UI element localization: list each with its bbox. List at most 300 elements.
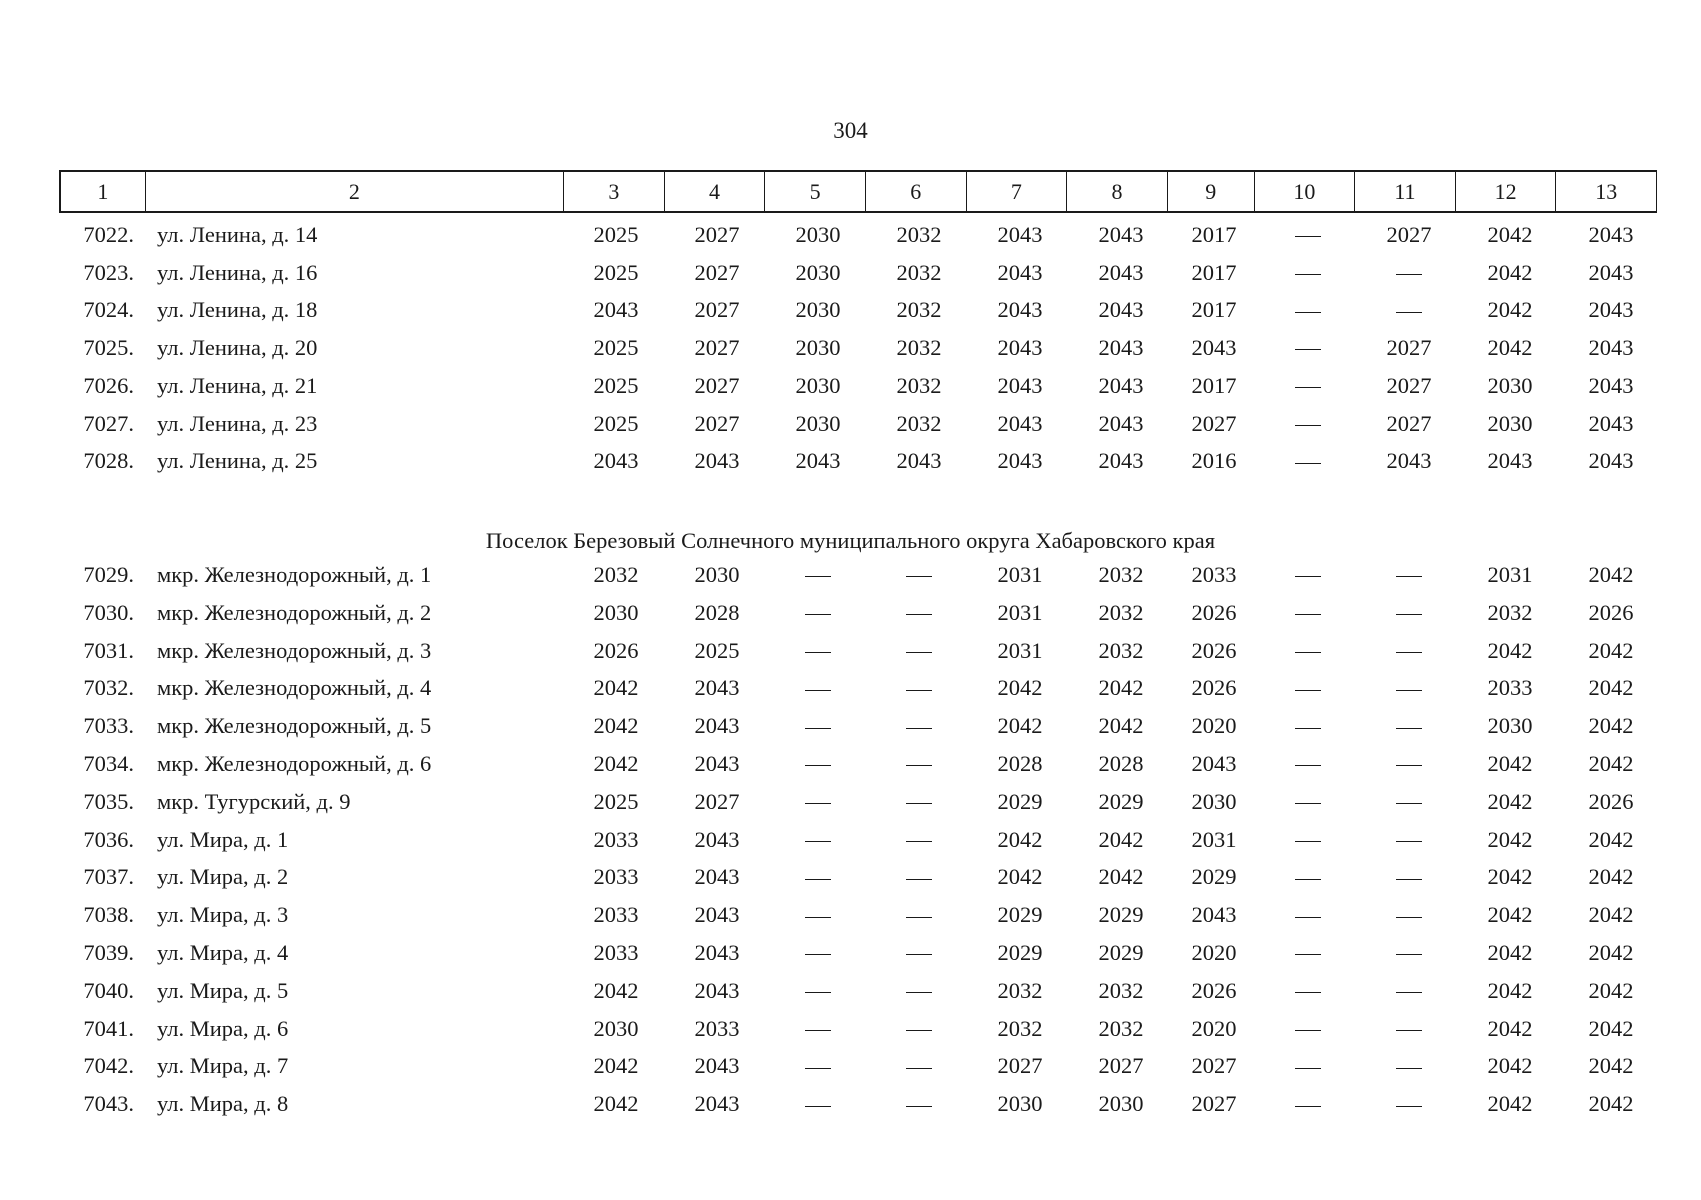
row-number: 7041. bbox=[83, 1015, 134, 1041]
value-cell: 2042 bbox=[593, 675, 639, 701]
row-address: ул. Ленина, д. 16 bbox=[157, 259, 318, 285]
value-cell: 2043 bbox=[694, 1053, 740, 1079]
dash-mark bbox=[1295, 274, 1321, 275]
row-number: 7026. bbox=[83, 372, 134, 398]
value-cell: 2031 bbox=[997, 637, 1043, 663]
value-cell: 2043 bbox=[997, 222, 1043, 247]
row-address: мкр. Железнодорожный, д. 1 bbox=[157, 562, 432, 587]
value-cell: 2043 bbox=[694, 902, 740, 928]
value-cell: 2042 bbox=[1588, 826, 1634, 852]
dash-cell bbox=[1263, 293, 1353, 327]
value-cell: 2028 bbox=[1098, 751, 1144, 776]
row-number: 7031. bbox=[83, 637, 134, 663]
row-number: 7025. bbox=[83, 335, 134, 361]
dash-cell bbox=[874, 974, 964, 1008]
value-cell: 2043 bbox=[1098, 259, 1144, 285]
dash-mark bbox=[1396, 1068, 1422, 1069]
value-cell: 2042 bbox=[1487, 259, 1533, 285]
dash-cell bbox=[1364, 293, 1454, 327]
dash-cell bbox=[1263, 898, 1353, 932]
dash-mark bbox=[1396, 917, 1422, 918]
value-cell: 2027 bbox=[694, 222, 740, 247]
value-cell: 2032 bbox=[997, 1015, 1043, 1041]
table-row bbox=[0, 331, 1701, 365]
value-cell: 2042 bbox=[1588, 1091, 1634, 1117]
table-row bbox=[0, 860, 1701, 894]
value-cell: 2033 bbox=[694, 1015, 740, 1041]
value-cell: 2042 bbox=[1487, 637, 1533, 663]
value-cell: 2029 bbox=[1098, 788, 1144, 814]
dash-mark bbox=[1396, 312, 1422, 313]
row-address: мкр. Железнодорожный, д. 5 bbox=[157, 713, 432, 739]
dash-mark bbox=[1295, 614, 1321, 615]
dash-cell bbox=[874, 785, 964, 819]
value-cell: 2020 bbox=[1191, 713, 1237, 739]
row-address: ул. Ленина, д. 18 bbox=[157, 297, 318, 323]
dash-cell bbox=[1263, 1087, 1353, 1121]
dash-mark bbox=[1396, 728, 1422, 729]
dash-mark bbox=[906, 576, 932, 577]
value-cell: 2030 bbox=[795, 410, 841, 436]
row-address: мкр. Тугурский, д. 9 bbox=[157, 788, 351, 814]
dash-cell bbox=[1364, 1087, 1454, 1121]
value-cell: 2043 bbox=[1588, 297, 1634, 323]
dash-cell bbox=[773, 860, 863, 894]
value-cell: 2042 bbox=[997, 713, 1043, 739]
row-number: 7037. bbox=[83, 864, 134, 890]
dash-cell bbox=[1263, 369, 1353, 403]
dash-cell bbox=[773, 823, 863, 857]
value-cell: 2032 bbox=[1487, 599, 1533, 625]
value-cell: 2032 bbox=[1098, 1015, 1144, 1041]
value-cell: 2043 bbox=[1098, 297, 1144, 323]
value-cell: 2043 bbox=[896, 448, 942, 474]
row-address: мкр. Железнодорожный, д. 4 bbox=[157, 675, 432, 701]
value-cell: 2020 bbox=[1191, 1015, 1237, 1041]
header-cell-4: 4 bbox=[665, 172, 766, 211]
value-cell: 2030 bbox=[795, 335, 841, 361]
value-cell: 2042 bbox=[1588, 713, 1634, 739]
dash-cell bbox=[1364, 558, 1454, 592]
table-row bbox=[0, 407, 1701, 441]
value-cell: 2043 bbox=[1588, 448, 1634, 474]
value-cell: 2032 bbox=[896, 410, 942, 436]
dash-cell bbox=[1263, 860, 1353, 894]
row-address: ул. Мира, д. 5 bbox=[157, 977, 289, 1003]
dash-mark bbox=[1295, 1106, 1321, 1107]
value-cell: 2042 bbox=[1588, 864, 1634, 890]
value-cell: 2020 bbox=[1191, 940, 1237, 965]
row-number: 7027. bbox=[83, 410, 134, 436]
dash-cell bbox=[1263, 785, 1353, 819]
value-cell: 2043 bbox=[694, 1091, 740, 1117]
row-address: мкр. Железнодорожный, д. 6 bbox=[157, 751, 432, 776]
dash-cell bbox=[1263, 709, 1353, 743]
dash-mark bbox=[1396, 765, 1422, 766]
value-cell: 2043 bbox=[997, 335, 1043, 361]
row-number: 7029. bbox=[83, 562, 134, 587]
value-cell: 2043 bbox=[997, 410, 1043, 436]
row-address: ул. Ленина, д. 14 bbox=[157, 222, 318, 247]
dash-cell bbox=[1364, 596, 1454, 630]
table-row bbox=[0, 1012, 1701, 1046]
dash-mark bbox=[1396, 992, 1422, 993]
row-number: 7022. bbox=[83, 222, 134, 247]
dash-cell bbox=[874, 936, 964, 970]
value-cell: 2027 bbox=[694, 297, 740, 323]
value-cell: 2032 bbox=[1098, 977, 1144, 1003]
dash-cell bbox=[1263, 671, 1353, 705]
row-address: ул. Мира, д. 7 bbox=[157, 1053, 289, 1079]
dash-cell bbox=[1364, 785, 1454, 819]
dash-cell bbox=[1263, 444, 1353, 478]
row-address: ул. Мира, д. 2 bbox=[157, 864, 289, 890]
value-cell: 2027 bbox=[694, 788, 740, 814]
dash-mark bbox=[1396, 841, 1422, 842]
dash-mark bbox=[1295, 312, 1321, 313]
value-cell: 2025 bbox=[593, 788, 639, 814]
dash-mark bbox=[1295, 1068, 1321, 1069]
value-cell: 2042 bbox=[1487, 977, 1533, 1003]
value-cell: 2043 bbox=[795, 448, 841, 474]
value-cell: 2032 bbox=[997, 977, 1043, 1003]
header-cell-8: 8 bbox=[1067, 172, 1168, 211]
value-cell: 2033 bbox=[593, 902, 639, 928]
row-address: ул. Ленина, д. 23 bbox=[157, 410, 318, 436]
table-row bbox=[0, 634, 1701, 668]
value-cell: 2042 bbox=[997, 826, 1043, 852]
dash-cell bbox=[773, 634, 863, 668]
value-cell: 2043 bbox=[694, 940, 740, 965]
value-cell: 2027 bbox=[1098, 1053, 1144, 1079]
dash-mark bbox=[906, 917, 932, 918]
value-cell: 2042 bbox=[1487, 297, 1533, 323]
value-cell: 2042 bbox=[1098, 826, 1144, 852]
value-cell: 2025 bbox=[694, 637, 740, 663]
dash-cell bbox=[1263, 936, 1353, 970]
dash-cell bbox=[874, 823, 964, 857]
dash-mark bbox=[1295, 690, 1321, 691]
value-cell: 2030 bbox=[593, 599, 639, 625]
dash-mark bbox=[906, 841, 932, 842]
dash-cell bbox=[1364, 747, 1454, 781]
dash-cell bbox=[1263, 331, 1353, 365]
header-cell-10: 10 bbox=[1255, 172, 1356, 211]
value-cell: 2042 bbox=[997, 675, 1043, 701]
value-cell: 2043 bbox=[1588, 222, 1634, 247]
value-cell: 2026 bbox=[1588, 788, 1634, 814]
value-cell: 2030 bbox=[1487, 713, 1533, 739]
dash-mark bbox=[1396, 690, 1422, 691]
value-cell: 2025 bbox=[593, 372, 639, 398]
dash-cell bbox=[1263, 256, 1353, 290]
dash-mark bbox=[906, 954, 932, 955]
dash-mark bbox=[805, 879, 831, 880]
dash-mark bbox=[1295, 652, 1321, 653]
value-cell: 2042 bbox=[1487, 335, 1533, 361]
value-cell: 2043 bbox=[997, 259, 1043, 285]
value-cell: 2042 bbox=[1588, 675, 1634, 701]
dash-mark bbox=[805, 992, 831, 993]
header-cell-1: 1 bbox=[61, 172, 146, 211]
value-cell: 2016 bbox=[1191, 448, 1237, 474]
dash-mark bbox=[805, 1030, 831, 1031]
value-cell: 2033 bbox=[1487, 675, 1533, 701]
dash-cell bbox=[1364, 1049, 1454, 1083]
dash-mark bbox=[906, 1068, 932, 1069]
dash-cell bbox=[773, 936, 863, 970]
dash-mark bbox=[1295, 1030, 1321, 1031]
value-cell: 2042 bbox=[1588, 902, 1634, 928]
dash-cell bbox=[874, 709, 964, 743]
row-number: 7042. bbox=[83, 1053, 134, 1079]
value-cell: 2043 bbox=[694, 826, 740, 852]
dash-mark bbox=[906, 728, 932, 729]
value-cell: 2042 bbox=[1487, 940, 1533, 965]
dash-mark bbox=[805, 1106, 831, 1107]
header-cell-6: 6 bbox=[866, 172, 967, 211]
dash-mark bbox=[906, 652, 932, 653]
dash-mark bbox=[1295, 236, 1321, 237]
value-cell: 2029 bbox=[1191, 864, 1237, 890]
value-cell: 2042 bbox=[593, 977, 639, 1003]
value-cell: 2027 bbox=[1191, 1091, 1237, 1117]
value-cell: 2032 bbox=[1098, 599, 1144, 625]
row-address: ул. Мира, д. 6 bbox=[157, 1015, 289, 1041]
table-row bbox=[0, 823, 1701, 857]
header-cell-12: 12 bbox=[1456, 172, 1557, 211]
dash-mark bbox=[1295, 765, 1321, 766]
dash-cell bbox=[1263, 634, 1353, 668]
dash-cell bbox=[773, 1012, 863, 1046]
value-cell: 2042 bbox=[1487, 222, 1533, 247]
row-number: 7043. bbox=[83, 1091, 134, 1117]
dash-cell bbox=[773, 671, 863, 705]
dash-cell bbox=[773, 709, 863, 743]
value-cell: 2027 bbox=[694, 372, 740, 398]
value-cell: 2042 bbox=[1588, 637, 1634, 663]
value-cell: 2042 bbox=[1588, 940, 1634, 965]
value-cell: 2027 bbox=[1386, 222, 1432, 247]
dash-mark bbox=[1295, 728, 1321, 729]
row-address: ул. Мира, д. 1 bbox=[157, 826, 289, 852]
dash-cell bbox=[773, 898, 863, 932]
dash-mark bbox=[805, 765, 831, 766]
value-cell: 2043 bbox=[1098, 372, 1144, 398]
value-cell: 2043 bbox=[1588, 259, 1634, 285]
dash-mark bbox=[906, 992, 932, 993]
dash-mark bbox=[906, 1030, 932, 1031]
row-address: ул. Ленина, д. 25 bbox=[157, 448, 318, 474]
value-cell: 2043 bbox=[997, 448, 1043, 474]
value-cell: 2029 bbox=[997, 902, 1043, 928]
value-cell: 2027 bbox=[1191, 1053, 1237, 1079]
value-cell: 2027 bbox=[1386, 335, 1432, 361]
value-cell: 2042 bbox=[997, 864, 1043, 890]
dash-mark bbox=[1295, 803, 1321, 804]
value-cell: 2025 bbox=[593, 222, 639, 247]
value-cell: 2029 bbox=[1098, 902, 1144, 928]
dash-cell bbox=[874, 1049, 964, 1083]
dash-cell bbox=[1364, 709, 1454, 743]
dash-cell bbox=[1364, 256, 1454, 290]
value-cell: 2043 bbox=[593, 297, 639, 323]
row-number: 7034. bbox=[83, 751, 134, 776]
value-cell: 2026 bbox=[1191, 599, 1237, 625]
value-cell: 2030 bbox=[1487, 372, 1533, 398]
table-row bbox=[0, 1087, 1701, 1121]
value-cell: 2025 bbox=[593, 410, 639, 436]
value-cell: 2042 bbox=[1588, 1053, 1634, 1079]
table-row bbox=[0, 709, 1701, 743]
dash-mark bbox=[1295, 463, 1321, 464]
row-number: 7032. bbox=[83, 675, 134, 701]
value-cell: 2026 bbox=[593, 637, 639, 663]
value-cell: 2017 bbox=[1191, 372, 1237, 398]
table-row bbox=[0, 747, 1701, 781]
value-cell: 2043 bbox=[694, 864, 740, 890]
header-cell-13: 13 bbox=[1556, 172, 1657, 211]
dash-cell bbox=[1364, 1012, 1454, 1046]
dash-cell bbox=[773, 596, 863, 630]
dash-cell bbox=[1364, 823, 1454, 857]
table-row bbox=[0, 444, 1701, 478]
value-cell: 2030 bbox=[593, 1015, 639, 1041]
table-row bbox=[0, 898, 1701, 932]
value-cell: 2042 bbox=[1588, 977, 1634, 1003]
dash-cell bbox=[1364, 671, 1454, 705]
dash-cell bbox=[1263, 558, 1353, 592]
table-header bbox=[59, 170, 1657, 213]
value-cell: 2043 bbox=[1588, 410, 1634, 436]
value-cell: 2030 bbox=[795, 372, 841, 398]
table-row bbox=[0, 558, 1701, 592]
value-cell: 2043 bbox=[694, 977, 740, 1003]
table-row bbox=[0, 256, 1701, 290]
value-cell: 2042 bbox=[1487, 864, 1533, 890]
value-cell: 2029 bbox=[997, 788, 1043, 814]
value-cell: 2031 bbox=[997, 562, 1043, 587]
dash-mark bbox=[1295, 879, 1321, 880]
value-cell: 2033 bbox=[593, 826, 639, 852]
value-cell: 2043 bbox=[997, 297, 1043, 323]
dash-mark bbox=[805, 841, 831, 842]
dash-mark bbox=[1396, 1030, 1422, 1031]
value-cell: 2030 bbox=[795, 297, 841, 323]
value-cell: 2043 bbox=[593, 448, 639, 474]
row-number: 7023. bbox=[83, 259, 134, 285]
dash-cell bbox=[1263, 823, 1353, 857]
dash-mark bbox=[1295, 992, 1321, 993]
section-title: Поселок Березовый Солнечного муниципального округа Хабаровского края bbox=[485, 528, 1216, 553]
value-cell: 2042 bbox=[593, 713, 639, 739]
dash-mark bbox=[805, 728, 831, 729]
dash-mark bbox=[906, 879, 932, 880]
value-cell: 2027 bbox=[1191, 410, 1237, 436]
dash-mark bbox=[1295, 954, 1321, 955]
row-address: ул. Мира, д. 3 bbox=[157, 902, 289, 928]
value-cell: 2028 bbox=[997, 751, 1043, 776]
value-cell: 2028 bbox=[694, 599, 740, 625]
value-cell: 2025 bbox=[593, 335, 639, 361]
dash-cell bbox=[874, 596, 964, 630]
value-cell: 2042 bbox=[593, 751, 639, 776]
value-cell: 2033 bbox=[593, 864, 639, 890]
value-cell: 2043 bbox=[997, 372, 1043, 398]
dash-cell bbox=[1263, 974, 1353, 1008]
dash-cell bbox=[874, 634, 964, 668]
header-cell-2: 2 bbox=[146, 172, 564, 211]
dash-cell bbox=[1364, 974, 1454, 1008]
row-number: 7039. bbox=[83, 940, 134, 965]
dash-mark bbox=[1396, 576, 1422, 577]
dash-cell bbox=[773, 558, 863, 592]
value-cell: 2042 bbox=[1588, 751, 1634, 776]
value-cell: 2042 bbox=[593, 1091, 639, 1117]
dash-cell bbox=[1263, 1012, 1353, 1046]
dash-mark bbox=[906, 614, 932, 615]
dash-mark bbox=[805, 954, 831, 955]
value-cell: 2042 bbox=[1098, 675, 1144, 701]
value-cell: 2032 bbox=[593, 562, 639, 587]
dash-mark bbox=[1295, 841, 1321, 842]
row-number: 7035. bbox=[83, 788, 134, 814]
value-cell: 2043 bbox=[1191, 335, 1237, 361]
value-cell: 2033 bbox=[1191, 562, 1237, 587]
value-cell: 2027 bbox=[694, 410, 740, 436]
value-cell: 2027 bbox=[1386, 410, 1432, 436]
row-number: 7028. bbox=[83, 448, 134, 474]
value-cell: 2031 bbox=[1191, 826, 1237, 852]
dash-cell bbox=[874, 898, 964, 932]
value-cell: 2043 bbox=[1588, 372, 1634, 398]
dash-cell bbox=[1263, 218, 1353, 252]
value-cell: 2030 bbox=[1098, 1091, 1144, 1117]
value-cell: 2032 bbox=[896, 335, 942, 361]
value-cell: 2030 bbox=[1487, 410, 1533, 436]
value-cell: 2032 bbox=[1098, 562, 1144, 587]
value-cell: 2026 bbox=[1191, 637, 1237, 663]
row-address: ул. Мира, д. 8 bbox=[157, 1091, 289, 1117]
value-cell: 2043 bbox=[1191, 902, 1237, 928]
value-cell: 2017 bbox=[1191, 297, 1237, 323]
dash-cell bbox=[1263, 407, 1353, 441]
value-cell: 2027 bbox=[694, 259, 740, 285]
dash-cell bbox=[1364, 860, 1454, 894]
dash-mark bbox=[805, 652, 831, 653]
table-row bbox=[0, 218, 1701, 252]
value-cell: 2042 bbox=[1098, 713, 1144, 739]
dash-cell bbox=[1263, 1049, 1353, 1083]
value-cell: 2042 bbox=[1588, 1015, 1634, 1041]
value-cell: 2043 bbox=[1487, 448, 1533, 474]
table-row bbox=[0, 936, 1701, 970]
value-cell: 2042 bbox=[1487, 788, 1533, 814]
value-cell: 2043 bbox=[1191, 751, 1237, 776]
value-cell: 2030 bbox=[1191, 788, 1237, 814]
value-cell: 2042 bbox=[1487, 1053, 1533, 1079]
header-cell-5: 5 bbox=[765, 172, 866, 211]
value-cell: 2043 bbox=[1098, 410, 1144, 436]
dash-cell bbox=[874, 1087, 964, 1121]
dash-cell bbox=[874, 1012, 964, 1046]
value-cell: 2029 bbox=[997, 940, 1043, 965]
value-cell: 2032 bbox=[896, 372, 942, 398]
dash-mark bbox=[906, 1106, 932, 1107]
value-cell: 2026 bbox=[1191, 977, 1237, 1003]
value-cell: 2042 bbox=[593, 1053, 639, 1079]
value-cell: 2042 bbox=[1487, 902, 1533, 928]
